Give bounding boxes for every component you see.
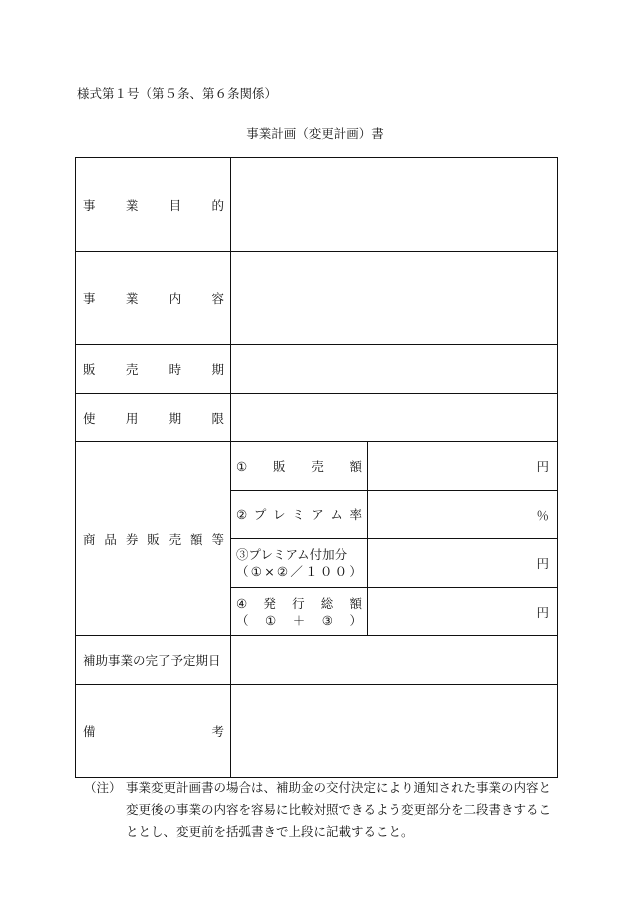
sub-label-char: 率 <box>349 507 362 522</box>
sub-label-char: １ <box>305 564 318 579</box>
sub-label-premium-rate <box>231 491 368 539</box>
sub-label-char: 額 <box>349 458 362 474</box>
label-char: 用 <box>125 410 139 426</box>
value-usage-limit[interactable] <box>231 394 558 442</box>
label-char: 時 <box>168 362 182 377</box>
label-remarks <box>76 685 231 778</box>
label-char: 売 <box>125 362 139 377</box>
label-voucher-sales <box>76 442 231 636</box>
sub-label-char: ③プレミアム付加分 <box>236 547 348 562</box>
label-char: 額 <box>190 531 203 547</box>
sub-label-total-issue <box>231 588 368 636</box>
label-char: 業 <box>125 291 139 306</box>
sub-label-line <box>236 595 362 612</box>
sub-label-char: ③ <box>321 612 333 628</box>
sub-label-char: ア <box>311 507 324 522</box>
sub-label-sales-amount <box>231 442 368 491</box>
unit-yen: 円 <box>536 556 549 571</box>
label-char: 業 <box>125 197 139 213</box>
unit-yen: 円 <box>536 604 549 620</box>
row-purpose <box>76 158 558 252</box>
value-total-issue[interactable] <box>368 588 558 636</box>
sub-label-char: ／ <box>290 564 303 579</box>
label-purpose <box>76 158 231 252</box>
label-char: 考 <box>211 724 224 739</box>
label-char: 販 <box>147 531 160 547</box>
sub-label-char: ０ <box>334 564 348 579</box>
label-char: 期 <box>168 410 182 426</box>
label-char: 品 <box>104 531 117 547</box>
sub-label-char: レ <box>272 507 286 522</box>
label-char: 容 <box>211 291 224 306</box>
label-char: 売 <box>168 531 182 547</box>
sub-label-char: （ <box>236 612 249 628</box>
row-usage-limit <box>76 394 558 442</box>
label-char: 的 <box>211 197 224 213</box>
row-content <box>76 252 558 345</box>
sub-label-char: ＋ <box>292 612 306 628</box>
value-purpose[interactable] <box>231 158 558 252</box>
note-label: （注） <box>84 780 122 795</box>
label-char: 券 <box>125 531 139 547</box>
label-sales-period <box>76 345 231 394</box>
sub-label-char: ① <box>265 612 277 628</box>
sub-label-premium-addition <box>231 539 368 588</box>
sub-label-char: ② <box>236 507 248 522</box>
label-char: 事 <box>83 291 96 306</box>
sub-label-char: ミ <box>292 507 305 522</box>
sub-label-char: ① <box>250 564 262 579</box>
sub-label-line <box>236 563 362 580</box>
sub-label-char: ① <box>236 458 248 474</box>
label-char: 限 <box>211 410 224 426</box>
value-sales-amount[interactable] <box>368 442 558 491</box>
sub-label-char: ） <box>349 612 362 628</box>
row-sales-amount <box>76 442 558 491</box>
label-char: 備 <box>83 724 96 739</box>
row-remarks <box>76 685 558 778</box>
form-number: 様式第１号（第５条、第６条関係） <box>77 86 278 101</box>
sub-label-char: ム <box>330 507 343 522</box>
sub-label-char: × <box>264 564 275 579</box>
label-char: 販 <box>83 362 96 377</box>
value-premium-rate[interactable] <box>368 491 558 539</box>
note-text: 事業変更計画書の場合は、補助金の交付決定により通知された事業の内容と変更後の事業の内容を容易に比較対照できるよう変更部分を二段書きすることとし、変更前を括弧書きで上段に記載すること。 <box>126 780 552 839</box>
label-char: 商 <box>83 531 96 547</box>
sub-label-char: 販 <box>272 458 286 474</box>
sub-label-line <box>236 546 362 563</box>
plan-table <box>75 157 558 778</box>
sub-label-char: （ <box>236 564 249 579</box>
sub-label-char: 発 <box>263 595 276 611</box>
value-sales-period[interactable] <box>231 345 558 394</box>
value-content[interactable] <box>231 252 558 345</box>
value-remarks[interactable] <box>231 685 558 778</box>
sub-label-char: 額 <box>349 595 362 611</box>
value-completion-date[interactable] <box>231 636 558 685</box>
label-usage-limit <box>76 394 231 442</box>
sub-label-line <box>236 612 362 629</box>
row-sales-period <box>76 345 558 394</box>
label-char: 期 <box>211 362 224 377</box>
sub-label-line <box>236 506 362 523</box>
label-content <box>76 252 231 345</box>
row-completion-date <box>76 636 558 685</box>
unit-yen: 円 <box>536 459 549 474</box>
sub-label-char: ④ <box>236 595 248 611</box>
value-premium-addition[interactable] <box>368 539 558 588</box>
label-char: 目 <box>168 197 182 213</box>
sub-label-char: プ <box>253 507 267 522</box>
completion-label-text: 補助事業の完了予定期日 <box>83 653 221 668</box>
label-char: 使 <box>83 410 96 426</box>
sub-label-char: ② <box>276 564 289 579</box>
sub-label-char: 売 <box>311 458 324 474</box>
label-char: 内 <box>168 291 182 306</box>
label-completion-date <box>76 636 231 685</box>
sub-label-char: 行 <box>292 595 305 611</box>
document-title: 事業計画（変更計画）書 <box>246 126 384 141</box>
sub-label-char: ０ <box>319 564 333 579</box>
label-char: 事 <box>83 197 96 213</box>
unit-percent: ％ <box>536 507 549 523</box>
sub-label-char: 総 <box>320 595 334 611</box>
sub-label-line <box>236 458 362 475</box>
note <box>84 777 558 843</box>
label-char: 等 <box>211 531 224 547</box>
sub-label-char: ） <box>349 564 362 579</box>
